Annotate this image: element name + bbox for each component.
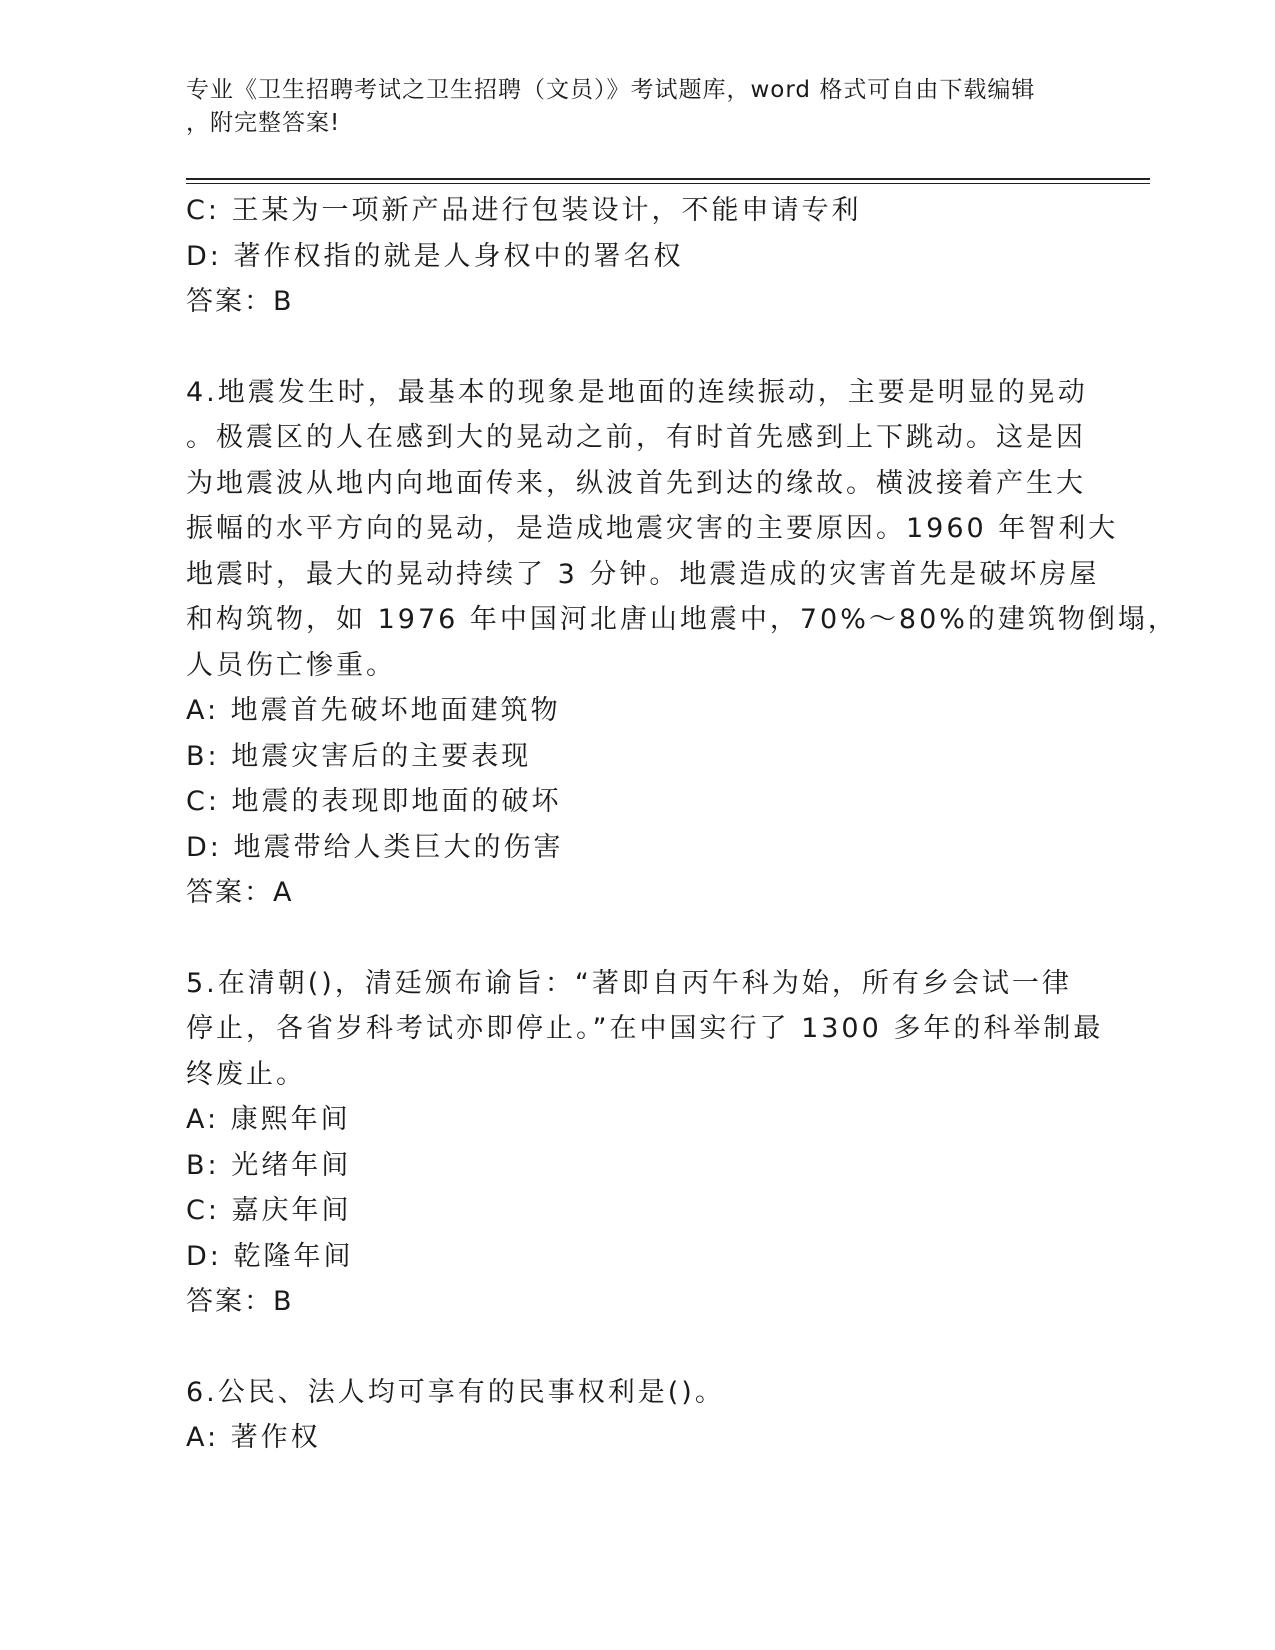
option-c: C: 王某为一项新产品进行包装设计，不能申请专利 (186, 195, 862, 226)
stem-line: 人员伤亡惨重。 (186, 649, 396, 681)
answer: 答案：A (186, 877, 294, 908)
answer: 答案：B (186, 1286, 294, 1317)
question-5 (186, 961, 1104, 1325)
header-line-1: 专业《卫生招聘考试之卫生招聘（文员）》考试题库，word 格式可自由下载编辑 (186, 77, 1036, 103)
header-rule-thin (186, 183, 1150, 184)
stem-line: 和构筑物，如 1976 年中国河北唐山地震中，70%～80%的建筑物倒塌， (186, 604, 1178, 635)
spacer (186, 916, 1086, 961)
question-3 (186, 188, 1086, 325)
document-header (186, 74, 1076, 140)
option-c: C: 嘉庆年间 (186, 1195, 352, 1226)
stem-line: 4.地震发生时，最基本的现象是地面的连续振动，主要是明显的晃动 (186, 376, 1088, 408)
spacer (186, 325, 1086, 370)
header-rule-thick (186, 178, 1150, 180)
option-d: D: 著作权指的就是人身权中的署名权 (186, 240, 684, 272)
question-list (186, 188, 1178, 1461)
stem-line: 6.公民、法人均可享有的民事权利是()。 (186, 1376, 725, 1408)
option-d: D: 乾隆年间 (186, 1240, 354, 1272)
option-b: B: 地震灾害后的主要表现 (186, 740, 532, 772)
option-a: A: 地震首先破坏地面建筑物 (186, 695, 561, 726)
option-d: D: 地震带给人类巨大的伤害 (186, 831, 564, 863)
stem-line: 停止，各省岁科考试亦即停止。”在中国实行了 1300 多年的科举制最 (186, 1013, 1104, 1044)
question-6 (186, 1370, 1086, 1461)
answer: 答案：B (186, 286, 294, 317)
stem-line: 终废止。 (186, 1058, 306, 1090)
spacer (186, 1325, 1086, 1370)
stem-line: 振幅的水平方向的晃动，是造成地震灾害的主要原因。1960 年智利大 (186, 513, 1119, 544)
stem-line: 5.在清朝()，清廷颁布谕旨：“著即自丙午科为始，所有乡会试一律 (186, 967, 1072, 999)
stem-line: 。极震区的人在感到大的晃动之前，有时首先感到上下跳动。这是因 (186, 422, 1086, 453)
option-a: A: 康熙年间 (186, 1104, 351, 1135)
option-a: A: 著作权 (186, 1422, 321, 1453)
option-b: B: 光绪年间 (186, 1149, 352, 1181)
option-c: C: 地震的表现即地面的破坏 (186, 786, 562, 817)
stem-line: 为地震波从地内向地面传来，纵波首先到达的缘故。横波接着产生大 (186, 467, 1086, 499)
header-line-2: ，附完整答案! (186, 110, 341, 136)
question-4 (186, 370, 1178, 916)
stem-line: 地震时，最大的晃动持续了 3 分钟。地震造成的灾害首先是破坏房屋 (186, 558, 1100, 590)
